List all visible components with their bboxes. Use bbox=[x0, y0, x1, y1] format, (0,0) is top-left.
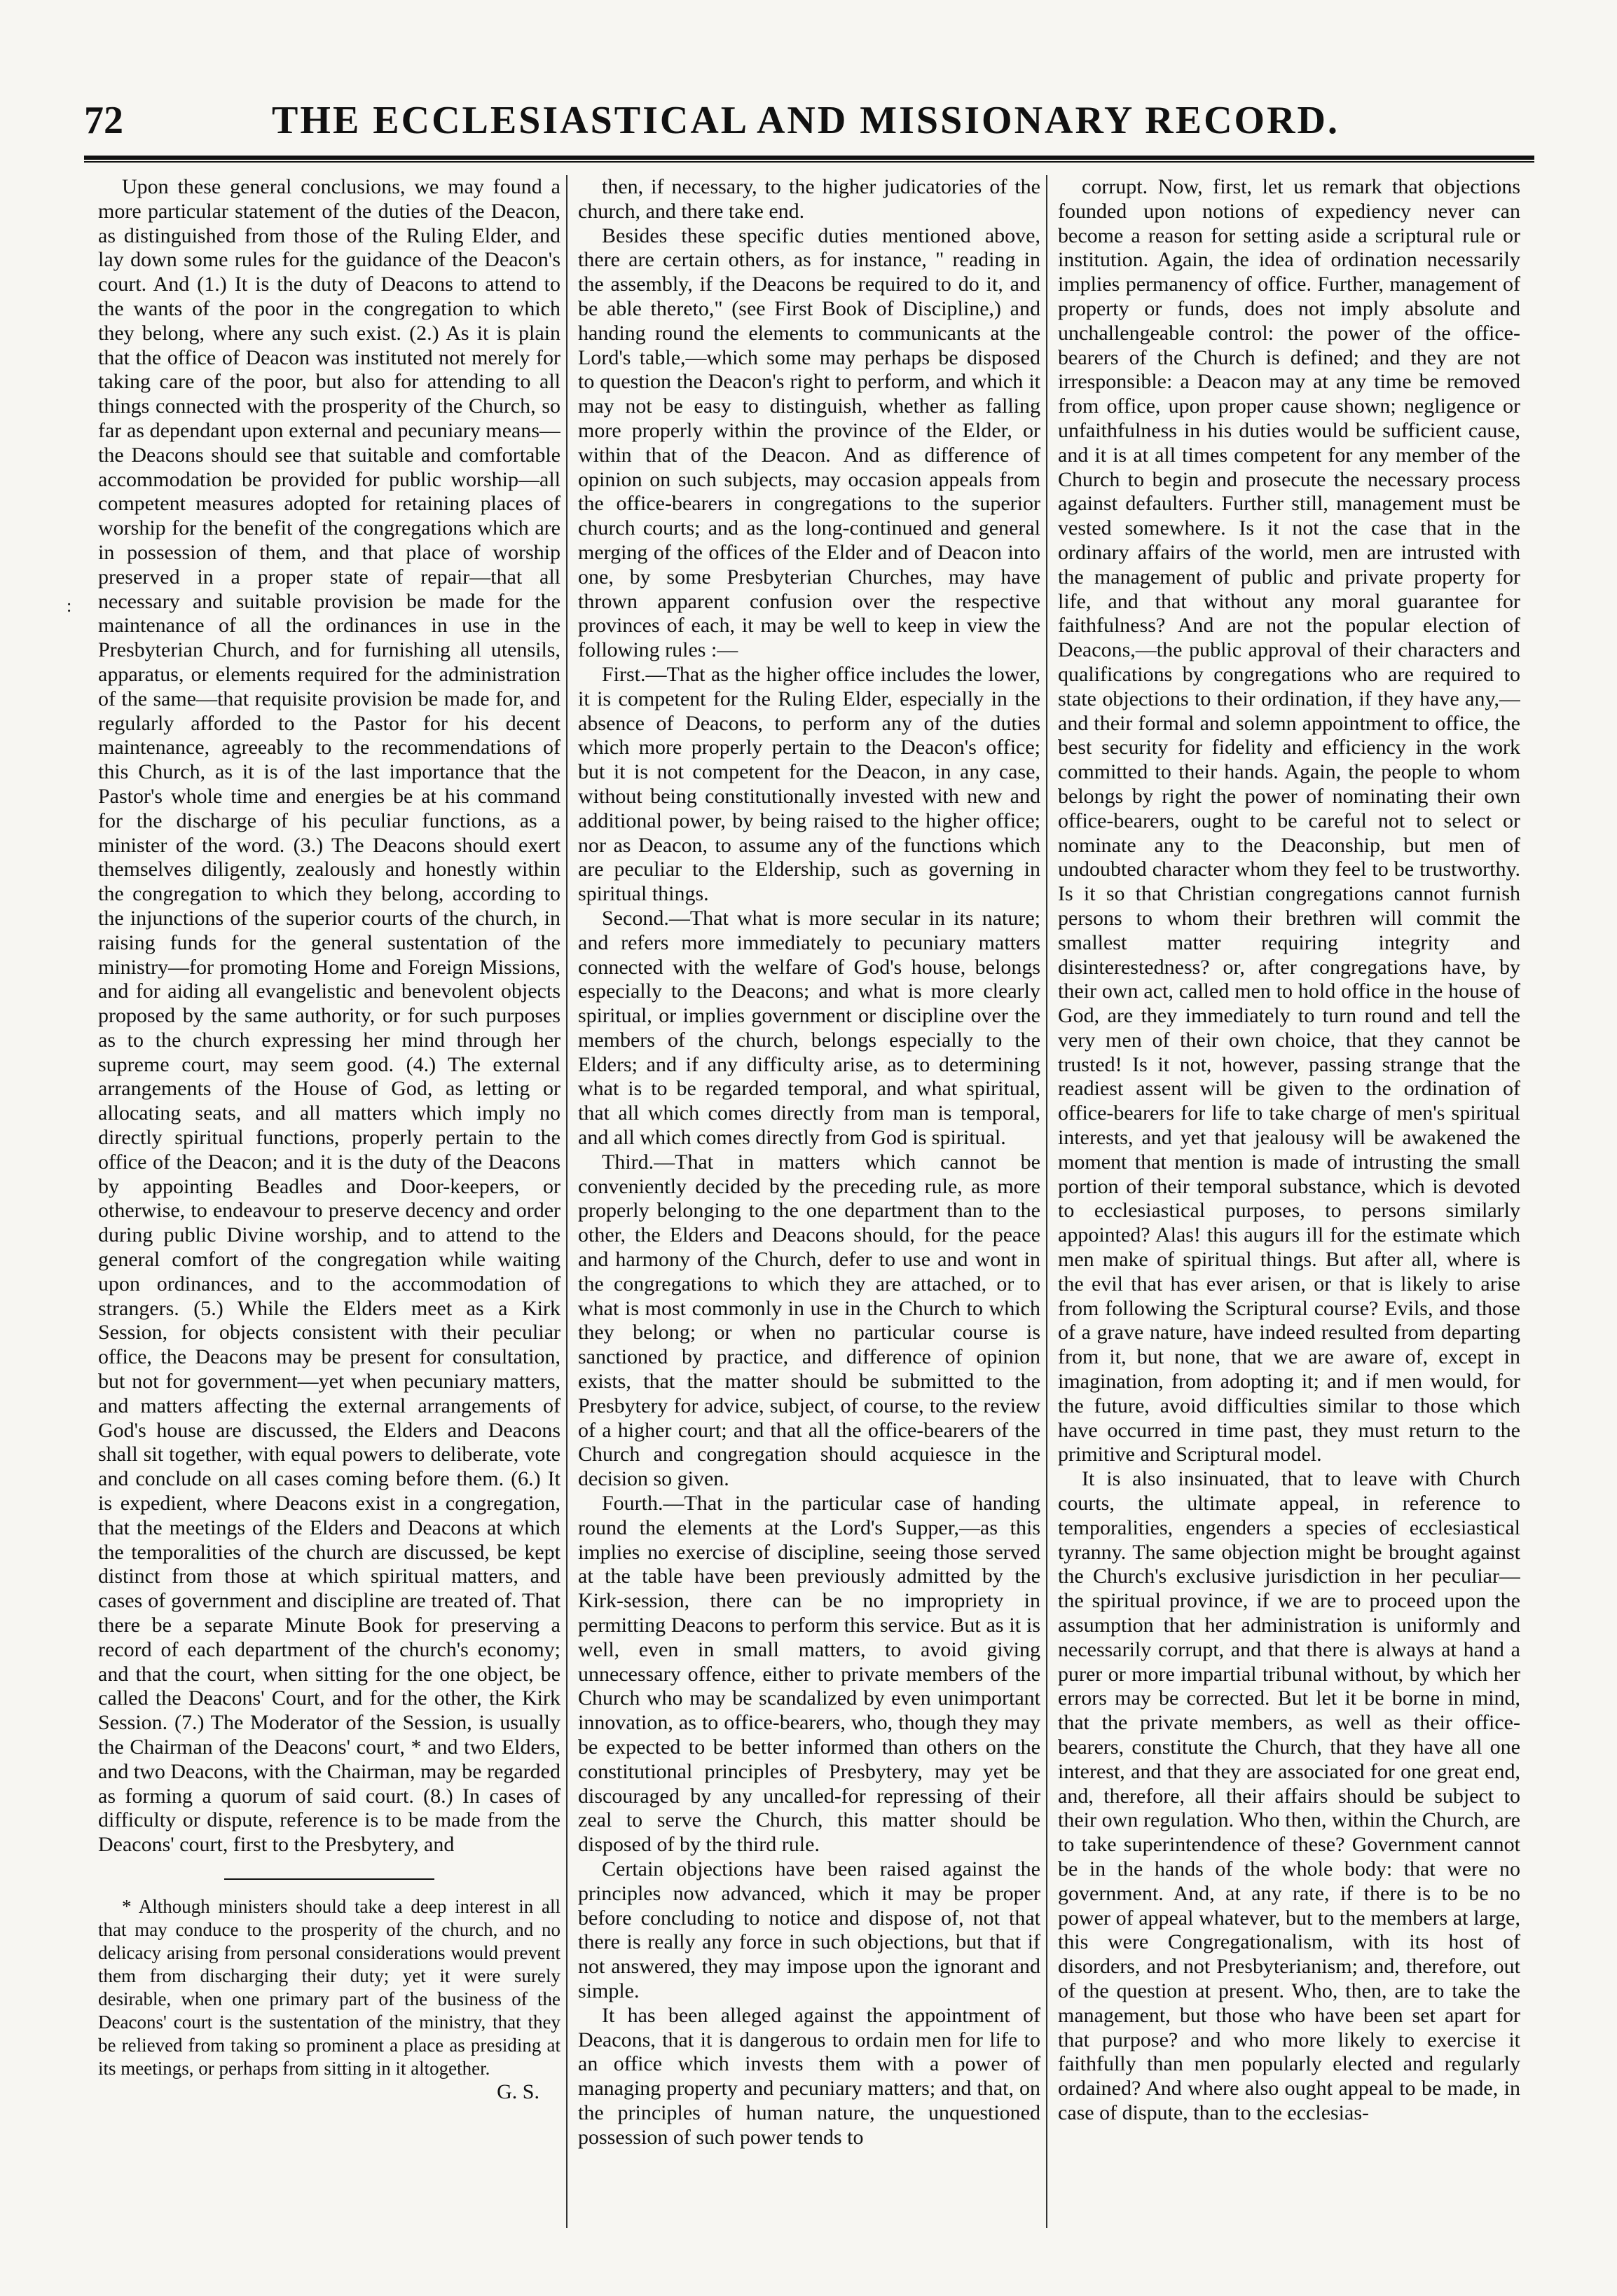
column-left bbox=[98, 175, 560, 2249]
paragraph: It has been alleged against the appointment of Deacons, that it is dangerous to ordain men for life to an office which invests them with a power of managing property and pecuniary matters; and that, on the principles of human nature, the unquestioned possession of such power tends to bbox=[578, 2003, 1040, 2149]
page-header bbox=[77, 98, 1534, 147]
margin-mark: : bbox=[67, 596, 72, 616]
footnote-rule bbox=[224, 1878, 434, 1880]
paragraph: Upon these general conclusions, we may found a more particular statement of the duties of the Deacon, as distinguished from those of the Ruling Elder, and lay down some rules for the guidance of the Deacon's court. And (1.) It is the duty of Deacons to attend to the wants of the poor in the congregation to which they belong, where any such exist. (2.) As it is plain that the office of Deacon was instituted not merely for taking care of the poor, but also for attending to all things connected with the prosperity of the Church, so far as dependant upon external and pecuniary means—the Deacons should see that suitable and comfortable accommodation be provided for public worship—all competent measures adopted for retaining places of worship for the benefit of the congregations which are in possession of them, and that place of worship preserved in a proper state of repair—that all necessary and suitable provision be made for the maintenance of all the ordinances in use in the Presbyterian Church, and for furnishing all utensils, apparatus, or elements required for the administration of the same—that requisite provision be made for, and regularly afforded to the Pastor for his decent maintenance, agreeably to the recommendations of this Church, as it is of the last importance that the Pastor's whole time and energies be at his command for the discharge of his peculiar functions, as a minister of the word. (3.) The Deacons should exert themselves diligently, zealously and honestly within the congregation to which they belong, according to the injunctions of the superior courts of the church, in raising funds for the general sustentation of the ministry—for promoting Home and Foreign Missions, and for aiding all evangelistic and benevolent objects proposed by the same authority, or for such purposes as to the church expressing her mind through her supreme court, may seem good. (4.) The external arrangements of the House of God, as letting or allocating seats, and all matters which imply no directly spiritual functions, properly pertain to the office of the Deacon; and it is the duty of the Deacons by appointing Beadles and Door-keepers, or otherwise, to endeavour to preserve decency and order during public Divine worship, and to attend to the general comfort of the congregation while waiting upon ordinances, and to the accommodation of strangers. (5.) While the Elders meet as a Kirk Session, for objects consistent with their peculiar office, the Deacons may be present for consultation, but not for government—yet when pecuniary matters, and matters affecting the external arrangements of God's house are discussed, the Elders and Deacons shall sit together, with equal powers to deliberate, vote and conclude on all cases coming before them. (6.) It is expedient, where Deacons exist in a congregation, that the meetings of the Elders and Deacons at which the temporalities of the church are discussed, be kept distinct from those at which spiritual matters, and cases of government and discipline are treated of. That there be a separate Minute Book for preserving a record of each department of the church's economy; and that the court, when sitting for the one object, be called the Deacons' Court, and for the other, the Kirk Session. (7.) The Moderator of the Session, is usually the Chairman of the Deacons' court, * and two Elders, and two Deacons, with the Chairman, may be regarded as forming a quorum of said court. (8.) In cases of difficulty or dispute, reference is to be made from the Deacons' court, first to the Presbytery, and bbox=[98, 175, 560, 1857]
paragraph: corrupt. Now, first, let us remark that objections founded upon notions of expediency never can become a reason for setting aside a scriptural rule or institution. Again, the idea of ordination necessarily implies permanency of office. Further, management of property or funds, does not imply absolute and unchallengeable control: the power of the office-bearers of the Church is defined; and they are not irresponsible: a Deacon may at any time be removed from office, upon proper cause shown; negligence or unfaithfulness in his duties would be sufficient cause, and it is at all times competent for any member of the Church to begin and prosecute the necessary process against defaulters. Further still, management must be vested somewhere. Is it not the case that in the ordinary affairs of the world, men are intrusted with the management of public and private property for life, and that without any moral guarantee for faithfulness? And are not the popular election of Deacons,—the public approval of their characters and qualifications by congregations who are required to state objections to their ordination, if they have any,—and their formal and solemn appointment to office, the best security for fidelity and efficiency in the work committed to their hands. Again, the people to whom belongs by right the power of nominating their own office-bearers, ought to be careful not to select or nominate any to the Deaconship, but men of undoubted character whom they feel to be trustworthy. Is it so that Christian congregations cannot furnish persons to whom their brethren will commit the smallest matter requiring integrity and disinterestedness? or, after congregations have, by their own act, called men to hold office in the house of God, are they immediately to turn round and tell the very men of their own choice, that they cannot be trusted! Is it not, however, passing strange that the readiest assent will be given to the ordination of office-bearers for life to take charge of men's spiritual interests, and yet that jealousy will be awakened the moment that mention is made of intrusting the small portion of their temporal substance, which is devoted to ecclesiastical purposes, to persons similarly appointed? Alas! this augurs ill for the estimate which men make of spiritual things. But after all, where is the evil that has ever arisen, or that is likely to arise from following the Scriptural course? Evils, and those of a grave nature, have indeed resulted from departing from it, but none, that we are aware of, except in imagination, from adopting it; and if men would, for the future, avoid difficulties similar to those which have occurred in time past, they must return to the primitive and Scriptural model. bbox=[1058, 175, 1520, 1466]
paragraph: Besides these specific duties mentioned above, there are certain others, as for instance, " reading in the assembly, if the Deacons be required to do it, and be able thereto," (see First Book of Discipline,) and handing round the elements to communicants at the Lord's table,—which some may perhaps be disposed to question the Deacon's right to perform, and which it may not be easy to distinguish, whether as falling more properly within the province of the Elder, or within that of the Deacon. And as difference of opinion on such subjects, may occasion appeals from the office-bearers in congregations to the superior church courts; and as the long-continued and general merging of the offices of the Elder and of Deacon into one, by some Presbyterian Churches, may have thrown apparent confusion over the respective provinces of each, it may be well to keep in view the following rules :— bbox=[578, 224, 1040, 662]
running-title: THE ECCLESIASTICAL AND MISSIONARY RECORD. bbox=[272, 99, 1340, 142]
paragraph: then, if necessary, to the higher judicatories of the church, and there take end. bbox=[578, 175, 1040, 223]
paragraph: Fourth.—That in the particular case of handing round the elements at the Lord's Supper,—as this implies no exercise of discipline, seeing those served at the table have been previously admitted by the Kirk-session, there can be no impropriety in permitting Deacons to perform this service. But as it is well, even in small matters, to avoid giving unnecessary offence, either to private members of the Church who may be scandalized by even unimportant innovation, as to office-bearers, who, though they may be expected to be better informed than others on the constitutional principles of Presbytery, may yet be discouraged by any uncalled-for repressing of their zeal to serve the Church, this matter should be disposed of by the third rule. bbox=[578, 1492, 1040, 1857]
header-rule bbox=[84, 156, 1534, 163]
column-middle bbox=[578, 175, 1040, 2249]
paragraph: Third.—That in matters which cannot be conveniently decided by the preceding rule, as more properly belonging to the one department than to the other, the Elders and Deacons should, for the peace and harmony of the Church, defer to use and wont in the congregations to which they are attached, or to what is most commonly in use in the Church to which they belong; or when no particular course is sanctioned by practice, and difference of opinion exists, that the matter should be submitted to the Presbytery for advice, subject, of course, to the review of a higher court; and that all the office-bearers of the Church and congregation should acquiesce in the decision so given. bbox=[578, 1150, 1040, 1491]
footnote: * Although ministers should take a deep interest in all that may conduce to the prosperity of the church, and no delicacy arising from personal considerations would prevent them from discharging their duty; yet it were surely desirable, when one primary part of the business of the Deacons' court is the sustentation of the ministry, that they be relieved from taking so prominent a place as presiding at its meetings, or perhaps from sitting in it altogether. bbox=[98, 1895, 560, 2079]
column-right bbox=[1058, 175, 1520, 2249]
column-divider bbox=[1046, 175, 1047, 2228]
page-number: 72 bbox=[84, 99, 123, 142]
paragraph: First.—That as the higher office includes the lower, it is competent for the Ruling Elder, especially in the absence of Deacons, to perform any of the duties which more properly pertain to the Deacon's office; but it is not competent for the Deacon, in any case, without being constitutionally invested with new and additional power, by being raised to the higher office; nor as Deacon, to assume any of the functions which are peculiar to the Eldership, such as governing in spiritual things. bbox=[578, 662, 1040, 906]
column-divider bbox=[566, 175, 567, 2228]
paragraph: Second.—That what is more secular in its nature; and refers more immediately to pecuniary matters connected with the welfare of God's house, belongs especially to the Deacons; and what is more clearly spiritual, or implies government or discipline over the members of the church, belongs especially to the Elders; and if any difficulty arise, as to determining what is to be regarded temporal, and what spiritual, that all which comes directly from man is temporal, and all which comes directly from God is spiritual. bbox=[578, 906, 1040, 1150]
paragraph: It is also insinuated, that to leave with Church courts, the ultimate appeal, in reference to temporalities, engenders a species of ecclesiastical tyranny. The same objection might be brought against the Church's exclusive jurisdiction in her peculiar—the spiritual province, if we are to proceed upon the assumption that her administration is uniformly and necessarily corrupt, and that there is always at hand a purer or more impartial tribunal without, by which her errors may be corrected. But let it be borne in mind, that the private members, as well as their office-bearers, constitute the Church, that they have all one interest, and that they are associated for one great end, and, therefore, all their affairs should be subject to their own regulation. Who then, within the Church, are to take superintendence of these? Government cannot be in the hands of the whole body: that were no government. And, at any rate, if there is to be no power of appeal whatever, but to the members at large, this were Congregationalism, with its host of disorders, and not Presbyterianism; and, therefore, out of the question at present. Who, then, are to take the management, but those who have been set apart for that purpose? and who more likely to exercise it faithfully than men popularly elected and regularly ordained? And where also ought appeal to be made, in case of dispute, than to the ecclesias- bbox=[1058, 1467, 1520, 2124]
paragraph: Certain objections have been raised against the principles now advanced, which it may be proper before concluding to notice and dispose of, not that there is really any force in such objections, but that if not answered, they may impose upon the ignorant and simple. bbox=[578, 1857, 1040, 2002]
signature: G. S. bbox=[497, 2080, 539, 2103]
